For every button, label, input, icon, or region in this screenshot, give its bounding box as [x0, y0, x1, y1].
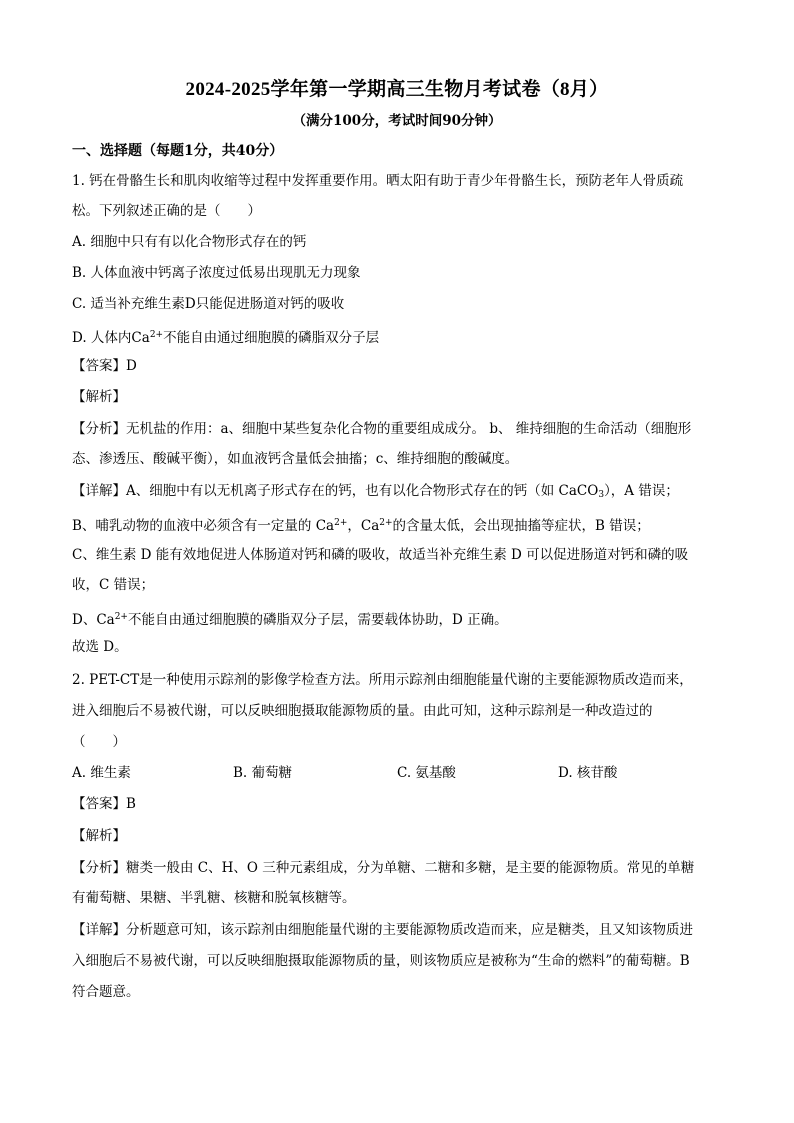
q2-analysis-tag: 【解析】 — [72, 828, 126, 844]
exam-subtitle: （满分100分，考试时间90分钟） — [292, 113, 502, 129]
q1-option-d — [72, 325, 722, 348]
q2-fenxi-line2: 有葡萄糖、果糖、半乳糖、核糖和脱氧核糖等。 — [72, 890, 356, 906]
q1-detail-a-pre: A、细胞中有以无机离子形式存在的钙，也有以化合物形式存在的钙（如 CaCO — [126, 483, 599, 499]
q1-fenxi-tag: 【分析】 — [72, 421, 126, 437]
q1-analysis-tag: 【解析】 — [72, 389, 126, 405]
q1-detail-c-line1: C、维生素 D 能有效地促进人体肠道对钙和磷的吸收，故适当补充维生素 D 可以促进肠道对钙和磷的吸 — [72, 547, 689, 563]
q1-detail-c-line2: 收，C 错误； — [72, 577, 155, 593]
q1-option-c: C. 适当补充维生素D只能促进肠道对钙的吸收 — [72, 296, 345, 312]
q1-option-d-pre: D. 人体内Ca — [72, 330, 150, 346]
q2-option-c: C. 氨基酸 — [397, 765, 456, 781]
q1-detail-d-post: 不能自由通过细胞膜的磷脂双分子层，需要载体协助，D 正确。 — [127, 612, 508, 628]
q2-fenxi-tag: 【分析】 — [72, 860, 126, 876]
q1-detail-a-post: ），A 错误； — [604, 483, 679, 499]
q2-detail-tag: 【详解】 — [72, 922, 126, 938]
q1-option-d-post: 不能自由通过细胞膜的磷脂双分子层 — [163, 330, 380, 346]
q1-detail-b-mid: ，Ca — [347, 518, 380, 534]
q1-answer — [72, 356, 722, 376]
q1-detail-b-pre: B、哺乳动物的血液中必须含有一定量的 Ca — [72, 518, 335, 534]
q1-detail-d-sup: 2+ — [114, 612, 128, 622]
q1-detail-d — [72, 607, 722, 630]
q2-stem-line2: 进入细胞后不易被代谢，可以反映细胞摄取能源物质的量。由此可知，这种示踪剂是一种改造过的 — [72, 703, 653, 719]
q2-detail-line2: 入细胞后不易被代谢，可以反映细胞摄取能源物质的量，则该物质应是被称为“生命的燃料”的葡萄糖。B — [72, 953, 690, 969]
q2-option-b: B. 葡萄糖 — [233, 765, 293, 781]
q1-fenxi-text1: 无机盐的作用：a、细胞中某些复杂化合物的重要组成成分。 b、 维持细胞的生命活动（细胞形 — [126, 421, 692, 437]
q2-option-d: D. 核苷酸 — [558, 765, 618, 781]
q1-option-a: A. 细胞中只有有以化合物形式存在的钙 — [72, 234, 307, 250]
q1-detail-tag: 【详解】 — [72, 483, 126, 499]
q1-detail-b — [72, 513, 722, 536]
q1-conclusion: 故选 D。 — [72, 639, 128, 655]
q2-detail-line3: 符合题意。 — [72, 984, 140, 1000]
q1-fenxi-line2: 态、渗透压、酸碱平衡），如血液钙含量低会抽搐；c、维持细胞的酸碱度。 — [72, 451, 519, 467]
q2-stem-line3: （ ） — [72, 734, 126, 750]
q1-stem-line2: 松。下列叙述正确的是（ ） — [72, 203, 261, 219]
q1-detail-b-sup2: 2+ — [379, 518, 393, 528]
q2-answer-value: B — [126, 796, 136, 812]
q2-fenxi-line1 — [72, 858, 722, 878]
q2-detail-line1 — [72, 920, 722, 940]
exam-title: 2024-2025学年第一学期高三生物月考试卷（8月） — [185, 79, 609, 100]
section-heading: 一、选择题（每题1分，共40分） — [72, 143, 284, 159]
q1-option-b: B. 人体血液中钙离子浓度过低易出现肌无力现象 — [72, 265, 361, 281]
q1-fenxi-line1 — [72, 419, 722, 439]
q2-answer — [72, 794, 722, 814]
q1-detail-a — [72, 481, 722, 505]
q1-detail-b-post: 的含量太低，会出现抽搐等症状，B 错误； — [392, 518, 650, 534]
q2-fenxi-text1: 糖类一般由 C、H、O 三种元素组成，分为单糖、二糖和多糖，是主要的能源物质。常见的单糖 — [126, 860, 695, 876]
q2-option-a: A. 维生素 — [72, 765, 131, 781]
q1-answer-tag: 【答案】 — [72, 358, 126, 374]
q1-detail-b-sup: 2+ — [334, 518, 348, 528]
q1-detail-a-sub: 3 — [598, 490, 605, 500]
q1-stem-line1: 1. 钙在骨骼生长和肌肉收缩等过程中发挥重要作用。晒太阳有助于青少年骨骼生长，预防老年人骨质疏 — [72, 173, 684, 189]
q2-stem-line1: 2. PET-CT是一种使用示踪剂的影像学检查方法。所用示踪剂由细胞能量代谢的主要能源物质改造而来， — [72, 672, 693, 688]
q1-detail-d-pre: D、Ca — [72, 612, 115, 628]
q1-option-d-sup: 2+ — [149, 330, 164, 340]
q1-answer-value: D — [126, 358, 137, 374]
q2-detail-text1: 分析题意可知，该示踪剂由细胞能量代谢的主要能源物质改造而来，应是糖类，且又知该物质进 — [126, 922, 693, 938]
q2-answer-tag: 【答案】 — [72, 796, 126, 812]
